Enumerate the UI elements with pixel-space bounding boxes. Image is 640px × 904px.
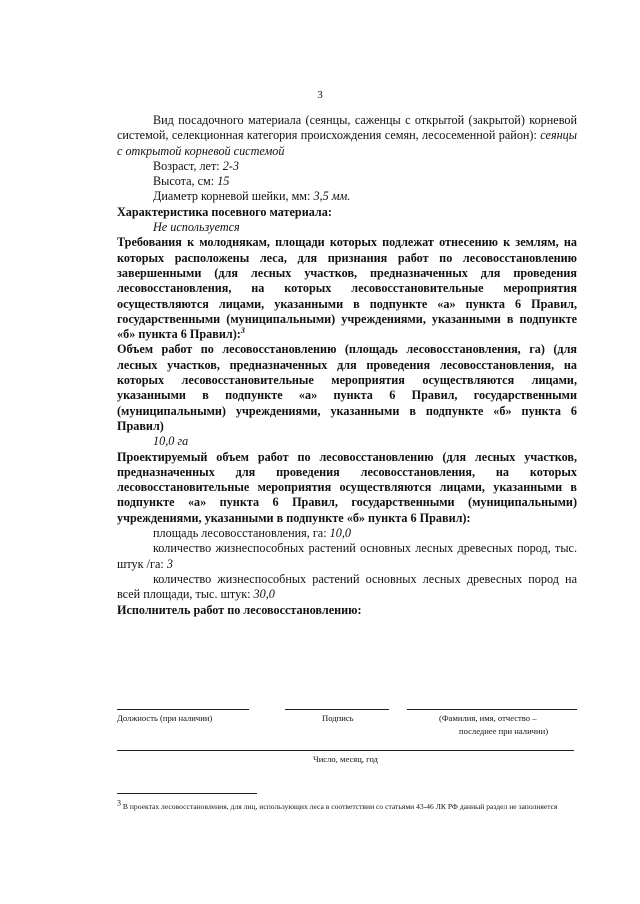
footnote xyxy=(117,798,587,812)
diameter-label: Диаметр корневой шейки, мм: xyxy=(153,189,311,204)
requirements-text: Требования к молоднякам, площади которых подлежат отнесению к землям, на которых расположены леса, для признания работ по лесовосстановлению завершенными (для лесных участков, предназначенных для проведения лесовосстановления, на которых лесовосстановительные мероприятия осуществляются лицами, указанными в подпункте «а» пункта 6 Правил, государственными (муниципальными) учреждениями, указанными в подпункте «б» пункта 6 Правил): xyxy=(117,235,577,342)
name-label-line1: (Фамилия, имя, отчество – xyxy=(439,713,537,723)
footnote-text: В проектах лесовосстановления, для лиц, использующих леса в соответствии со статьями 43-46 ЛК РФ данный раздел не заполняется xyxy=(122,802,558,811)
total-label: количество жизнеспособных растений основных лесных древесных пород на всей площади, тыс. штук: xyxy=(117,571,577,602)
per-ha-line xyxy=(117,541,577,572)
age-value: 2-3 xyxy=(222,158,239,173)
planting-type-paragraph xyxy=(117,113,577,159)
projected-area-line xyxy=(117,526,577,541)
seed-heading: Характеристика посевного материала: xyxy=(117,204,332,219)
name-label-line2: последнее при наличии) xyxy=(459,726,549,736)
planting-type-value: сеянцы с открытой корневой системой xyxy=(117,128,578,158)
page-number: 3 xyxy=(317,89,323,101)
height-value: 15 xyxy=(217,174,230,189)
position-label: Должность (при наличии) xyxy=(117,713,213,723)
volume-heading: Объем работ по лесовосстановлению (площадь лесовосстановления, га) (для лесных участков, предназначенных для проведения лесовосстановления, на которых лесовосстановительные мероприятия осуществляются лицами, указанными в подпункте «а» пункта 6 Правил, государственными (муниципальными) учреждениями, указанными в подпункте «б» пункта 6 Правил) xyxy=(117,342,577,433)
height-label: Высота, см: xyxy=(153,174,215,189)
requirements-heading xyxy=(117,235,577,342)
name-label xyxy=(439,713,579,736)
per-ha-label: количество жизнеспособных растений основных лесных древесных пород, тыс. штук /га: xyxy=(117,541,577,571)
age-line xyxy=(117,159,577,174)
diameter-line xyxy=(117,189,577,204)
name-line xyxy=(407,709,577,710)
projected-area-label: площадь лесовосстановления, га: xyxy=(153,526,327,541)
footnote-rule xyxy=(117,793,257,794)
executor-heading: Исполнитель работ по лесовосстановлению: xyxy=(117,602,362,617)
signature-label: Подпись xyxy=(322,713,354,723)
footnote-reference: 3 xyxy=(240,326,245,336)
diameter-value: 3,5 мм. xyxy=(313,189,351,204)
planting-type-label: Вид посадочного материала (сеянцы, саженцы с открытой (закрытой) корневой системой, селекционная категория происхождения семян, лесосеменной район): xyxy=(117,113,577,143)
height-line xyxy=(117,174,577,189)
projected-heading: Проектируемый объем работ по лесовосстановлению (для лесных участков, предназначенных для проведения лесовосстановления, на которых лесовосстановительные мероприятия осуществляются лицами, указанными в подпункте «а» пункта 6 Правил, государственными (муниципальными) учреждениями, указанными в подпункте «б» пункта 6 Правил): xyxy=(117,449,577,525)
total-value: 30,0 xyxy=(253,587,275,602)
volume-value: 10,0 га xyxy=(153,434,189,449)
document-body xyxy=(117,113,577,618)
signature-line xyxy=(285,709,389,710)
total-line xyxy=(117,572,577,603)
date-line xyxy=(117,750,574,751)
projected-area-value: 10,0 xyxy=(329,526,351,541)
per-ha-value: 3 xyxy=(166,556,173,571)
signature-lines xyxy=(117,709,577,711)
age-label: Возраст, лет: xyxy=(153,158,220,173)
date-label: Число, месяц, год xyxy=(313,754,378,764)
position-line xyxy=(117,709,249,710)
footnote-mark: 3 xyxy=(117,798,121,808)
seed-value: Не используется xyxy=(153,220,240,235)
